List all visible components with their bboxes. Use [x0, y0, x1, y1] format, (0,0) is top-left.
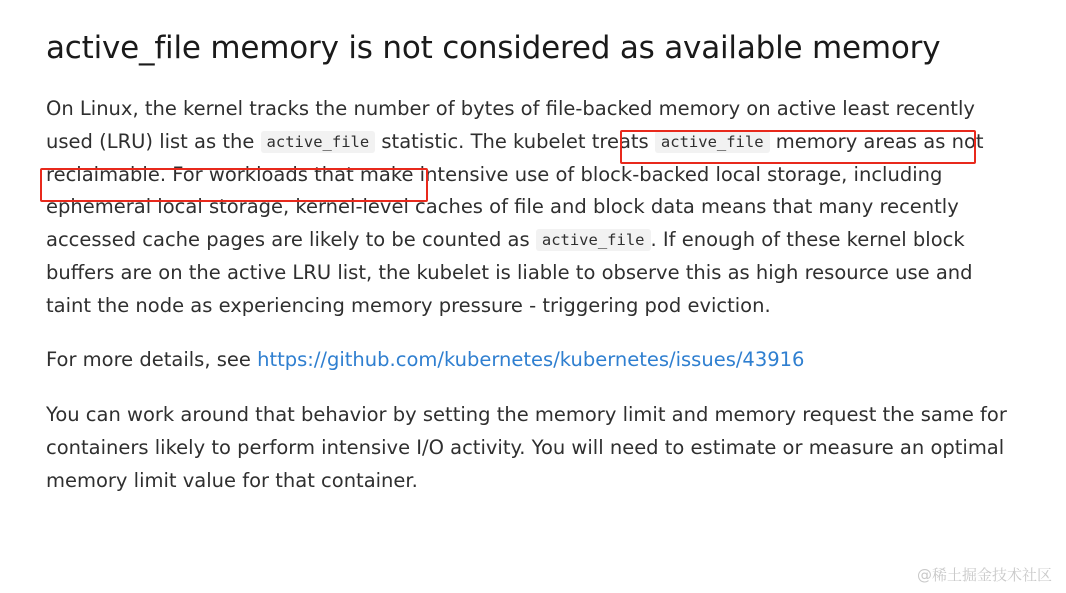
github-issue-link[interactable]: https://github.com/kubernetes/kubernetes/issues/43916: [257, 348, 805, 372]
highlighted-phrase-1: The kubelet treats: [470, 129, 655, 153]
paragraph1-segment-2: statistic.: [375, 129, 471, 153]
code-active-file-3: active_file: [536, 229, 651, 251]
paragraph-active-file: [46, 93, 1020, 322]
paragraph-more-details: [46, 344, 1020, 377]
paragraph1-segment-1: On Linux, the kernel tracks the number of bytes of file-backed memory on active least recently used (LRU) list as the: [46, 97, 975, 153]
more-details-text: For more details, see: [46, 348, 258, 372]
code-active-file-2: active_file: [655, 131, 770, 153]
watermark: @稀土掘金技术社区: [916, 566, 1052, 584]
code-active-file-1: active_file: [261, 131, 376, 153]
paragraph-workaround: You can work around that behavior by setting the memory limit and memory request the same for containers likely to perform intensive I/O activity. You will need to estimate or measure an optimal memory limit value for that container.: [46, 403, 1007, 492]
paragraph1-segment-5: For workloads that make intensive use of block-backed local storage, including ephemeral local storage, kernel-level caches of file and block data means that many recently accessed cache pages are likely to be counted as: [46, 162, 959, 252]
page-title: active_file memory is not considered as available memory: [46, 30, 941, 66]
paragraph1-segment-6: . If enough of these kernel block buffers are on the active LRU list, the kubelet is liable to observe this as high resource use and taint the node as experiencing memory pressure - triggering pod eviction.: [46, 228, 973, 317]
highlighted-phrase-2: memory areas as not reclaimable.: [46, 129, 984, 186]
